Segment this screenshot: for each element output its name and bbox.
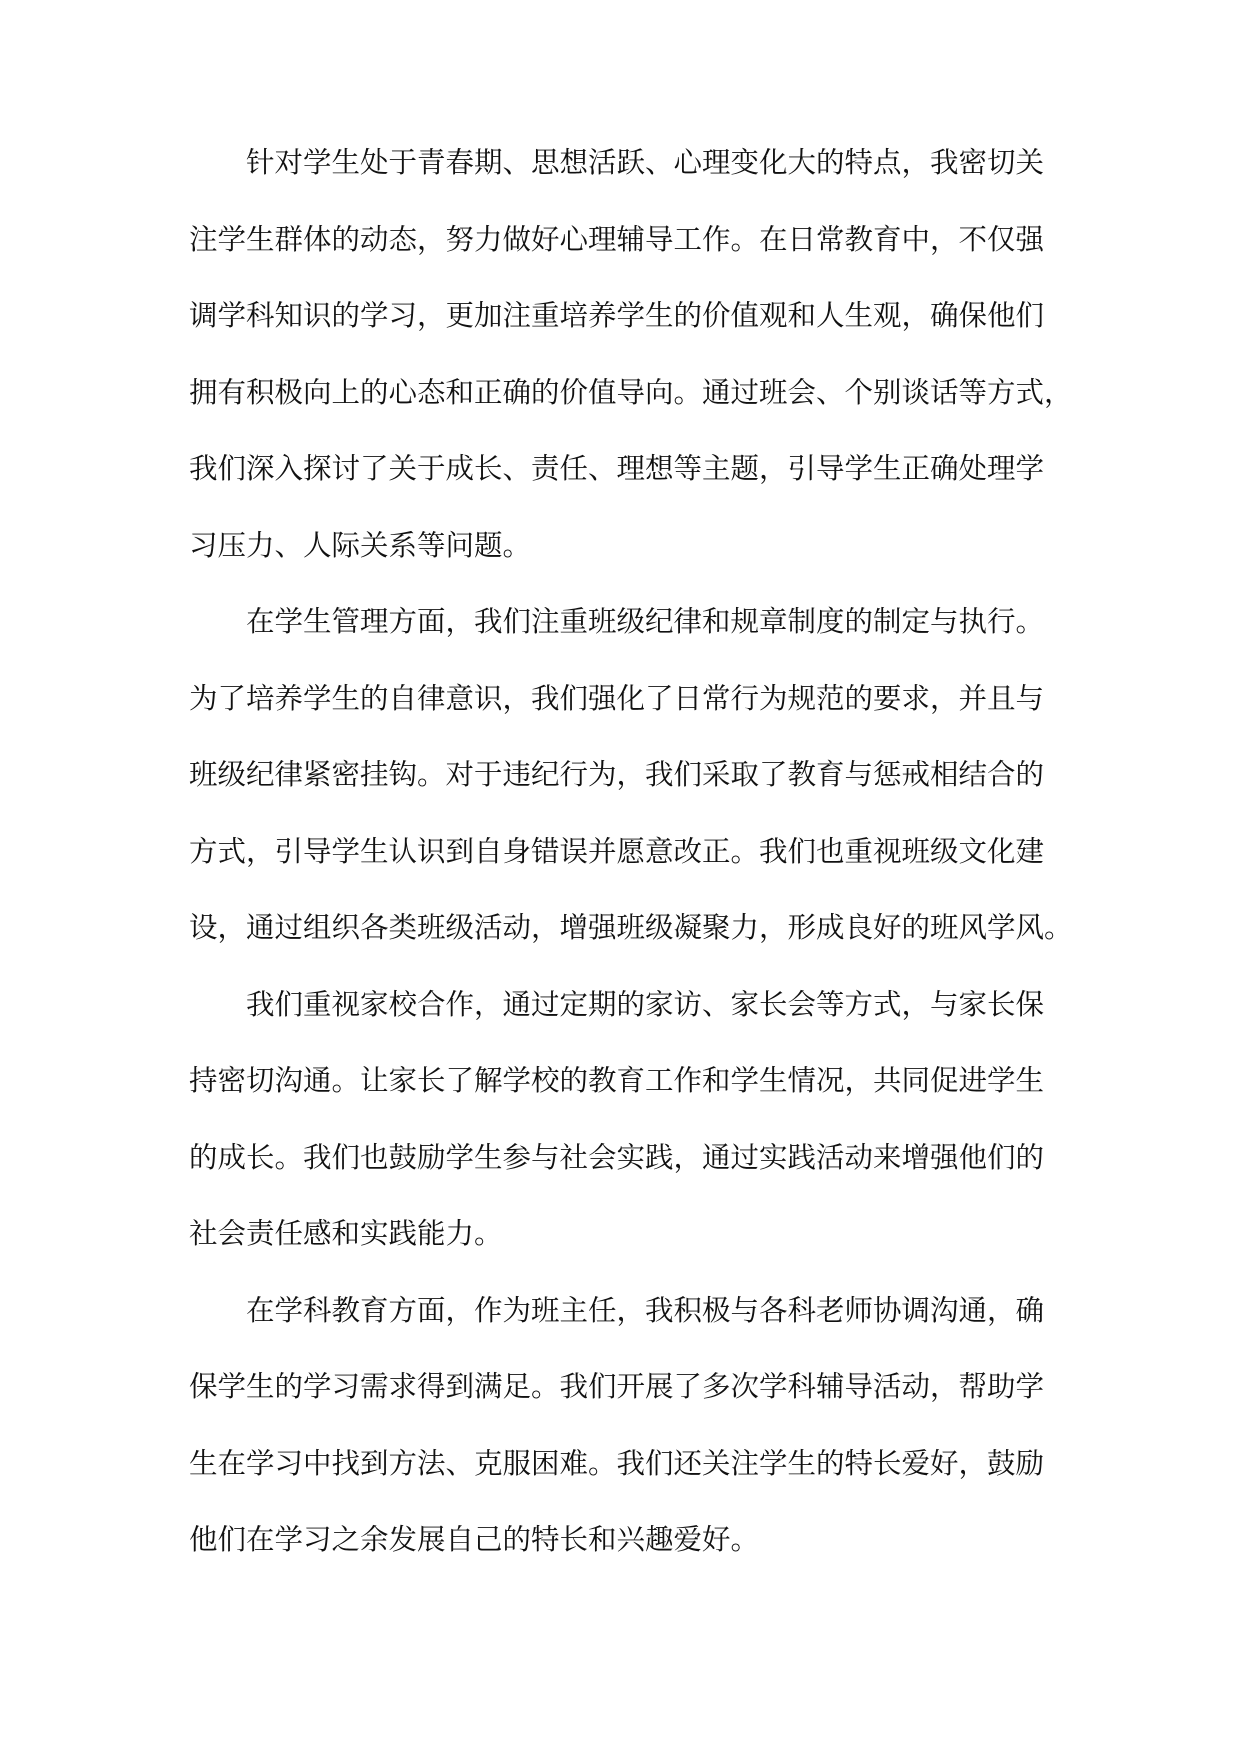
text-line: 在学生管理方面，我们注重班级纪律和规章制度的制定与执行。 (246, 605, 1045, 638)
text-line: 设，通过组织各类班级活动，增强班级凝聚力，形成良好的班风学风。 (189, 911, 1073, 944)
text-line: 注学生群体的动态，努力做好心理辅导工作。在日常教育中，不仅强 (189, 222, 1045, 256)
paragraph-3 (189, 987, 1055, 1293)
text-line: 持密切沟通。让家长了解学校的教育工作和学生情况，共同促进学生 (189, 1064, 1045, 1097)
text-line: 保学生的学习需求得到满足。我们开展了多次学科辅导活动，帮助学 (189, 1370, 1045, 1403)
text-line: 调学科知识的学习，更加注重培养学生的价值观和人生观，确保他们 (189, 299, 1045, 332)
text-line: 生在学习中找到方法、克服困难。我们还关注学生的特长爱好，鼓励 (189, 1446, 1045, 1480)
text-line: 在学科教育方面，作为班主任，我积极与各科老师协调沟通，确 (246, 1293, 1045, 1327)
text-line: 我们深入探讨了关于成长、责任、理想等主题，引导学生正确处理学 (189, 452, 1045, 485)
paragraph-4 (189, 1293, 1055, 1599)
text-line: 习压力、人际关系等问题。 (189, 528, 532, 562)
text-line: 针对学生处于青春期、思想活跃、心理变化大的特点，我密切关 (246, 146, 1045, 179)
text-line: 为了培养学生的自律意识，我们强化了日常行为规范的要求，并且与 (189, 681, 1045, 715)
text-line: 拥有积极向上的心态和正确的价值导向。通过班会、个别谈话等方式， (189, 375, 1073, 409)
document-body (189, 145, 1073, 1599)
text-line: 社会责任感和实践能力。 (189, 1217, 503, 1250)
text-line: 他们在学习之余发展自己的特长和兴趣爱好。 (189, 1523, 760, 1556)
text-line: 我们重视家校合作，通过定期的家访、家长会等方式，与家长保 (246, 987, 1045, 1021)
text-line: 班级纪律紧密挂钩。对于违纪行为，我们采取了教育与惩戒相结合的 (189, 758, 1045, 791)
paragraph-2 (189, 604, 1073, 987)
paragraph-1 (189, 145, 1073, 604)
text-line: 的成长。我们也鼓励学生参与社会实践，通过实践活动来增强他们的 (189, 1140, 1045, 1174)
text-line: 方式，引导学生认识到自身错误并愿意改正。我们也重视班级文化建 (189, 834, 1045, 868)
